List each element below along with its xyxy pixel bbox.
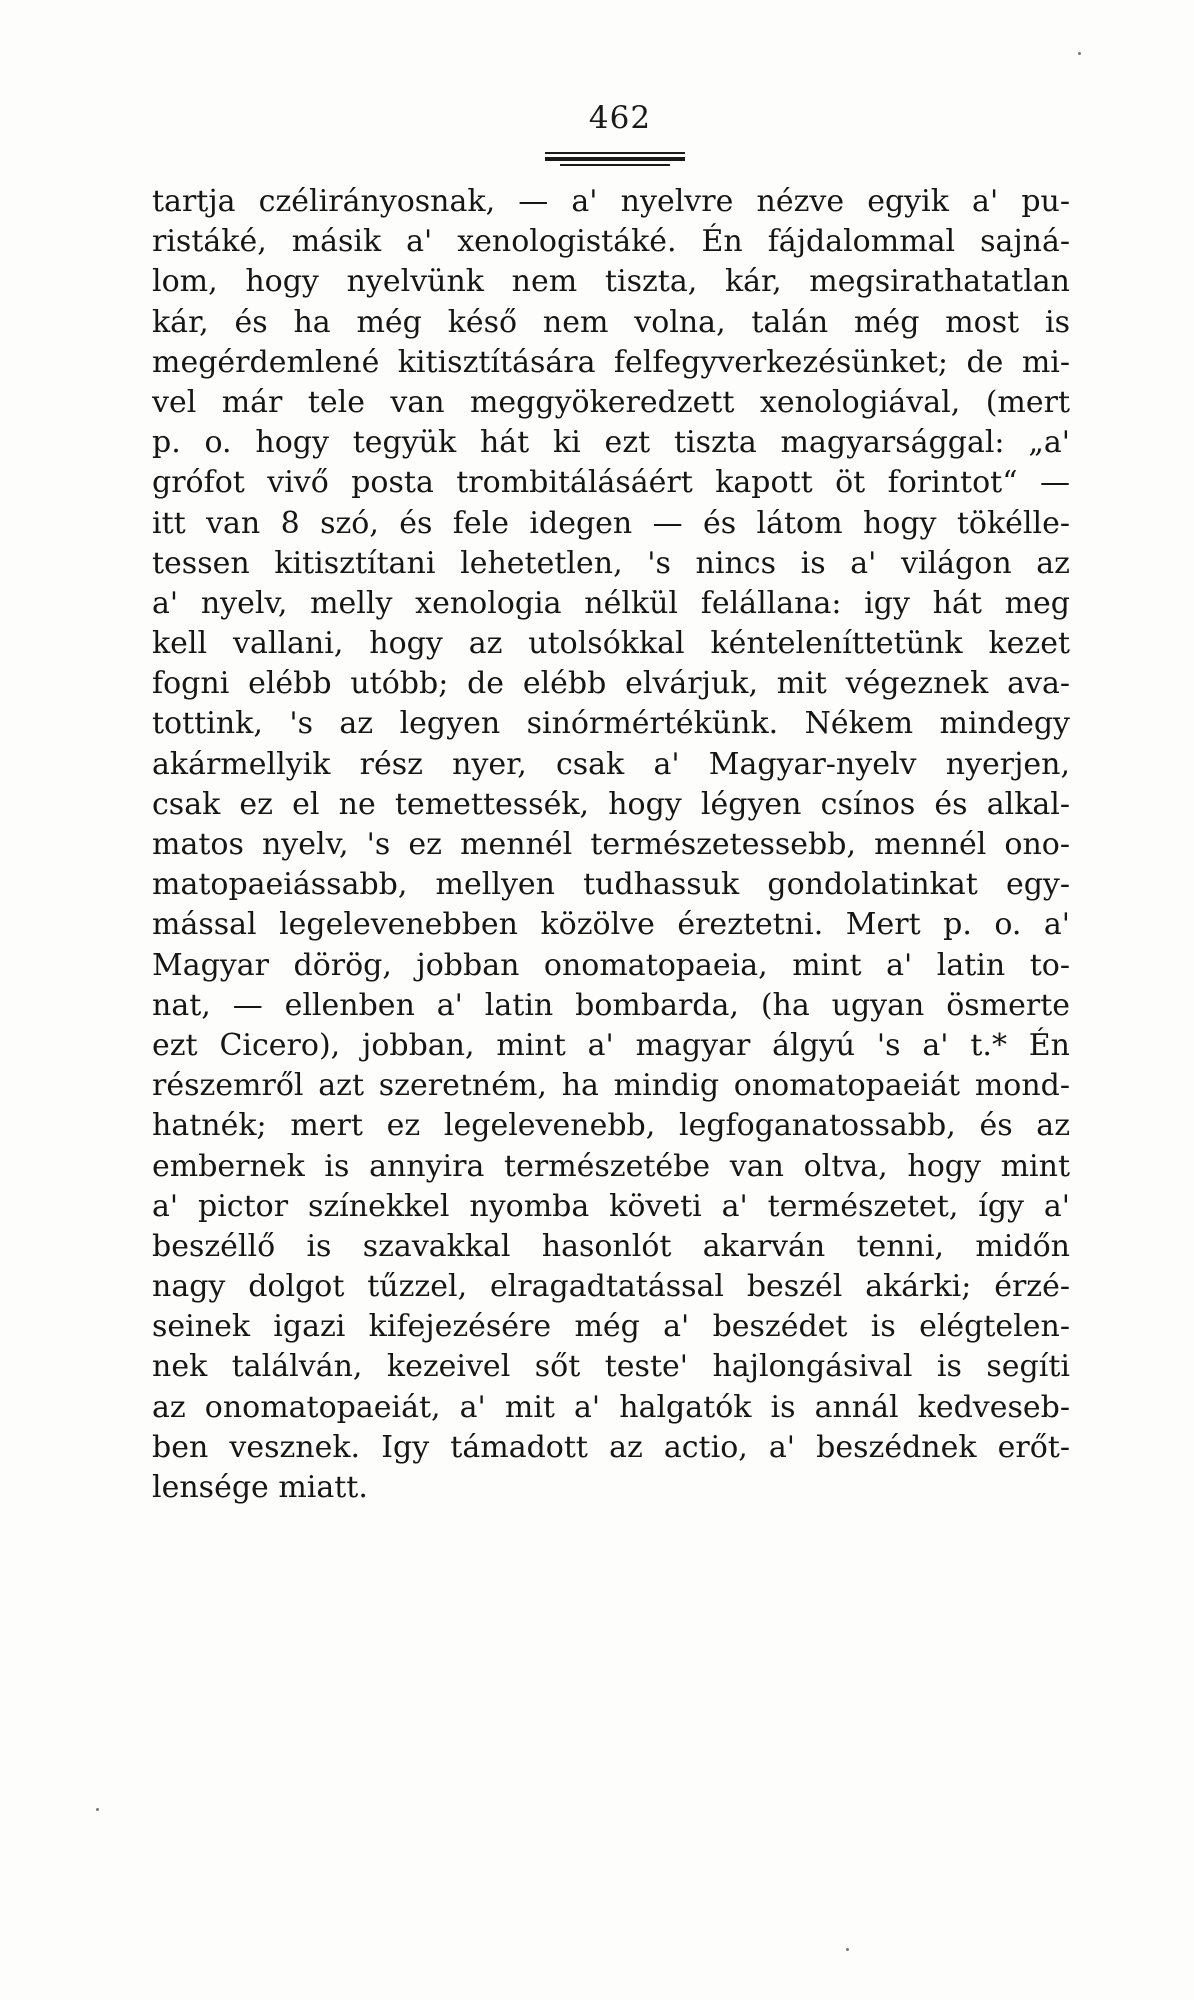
text-line: embernek is annyira természetébe van oltva, hogy mint	[152, 1148, 1070, 1184]
paper-speck	[96, 1808, 99, 1811]
text-line: nek találván, kezeivel sőt teste' hajlongásival is segíti	[152, 1349, 1070, 1385]
text-line: ezt Cicero), jobban, mint a' magyar álgyú 's a' t.* Én	[152, 1027, 1070, 1063]
text-line: az onomatopaeiát, a' mit a' halgatók is annál kedveseb-	[152, 1389, 1070, 1425]
text-line: nat, — ellenben a' latin bombarda, (ha ugyan ösmerte	[152, 987, 1070, 1023]
text-line: a' pictor színekkel nyomba követi a' természetet, így a'	[152, 1188, 1070, 1224]
text-line: ristáké, másik a' xenologistáké. Én fájdalommal sajná-	[152, 224, 1070, 260]
text-line: hatnék; mert ez legelevenebb, legfoganatossabb, és az	[152, 1108, 1070, 1144]
text-line: beszéllő is szavakkal hasonlót akarván tenni, midőn	[152, 1228, 1070, 1264]
text-line: vel már tele van meggyökeredzett xenologiával, (mert	[152, 384, 1070, 420]
text-line: tottink, 's az legyen sinórmértékünk. Nékem mindegy	[152, 706, 1070, 742]
text-line: csak ez el ne temettessék, hogy légyen csínos és alkal-	[152, 786, 1070, 822]
paper-speck	[1078, 52, 1081, 55]
text-line: Magyar dörög, jobban onomatopaeia, mint a' latin to-	[152, 947, 1070, 983]
text-line: akármellyik rész nyer, csak a' Magyar-nyelv nyerjen,	[152, 746, 1070, 782]
header-rule-top	[545, 152, 685, 154]
text-line: p. o. hogy tegyük hát ki ezt tiszta magyarsággal: „a'	[152, 425, 1070, 461]
text-line: matopaeiássabb, mellyen tudhassuk gondolatinkat egy-	[152, 867, 1070, 903]
text-line: fogni elébb utóbb; de elébb elvárjuk, mit végeznek ava-	[152, 666, 1070, 702]
text-line: megérdemlené kitisztítására felfegyverkezésünket; de mi-	[152, 344, 1070, 380]
text-line: ben vesznek. Igy támadott az actio, a' beszédnek erőt-	[152, 1429, 1070, 1465]
text-line: itt van 8 szó, és fele idegen — és látom hogy tökélle-	[152, 505, 1070, 541]
body-text	[152, 182, 1070, 1508]
text-line-last: lensége miatt.	[152, 1470, 368, 1505]
text-line: kell vallani, hogy az utolsókkal kénteleníttetünk kezet	[152, 626, 1070, 662]
text-line: lom, hogy nyelvünk nem tiszta, kár, megsirathatatlan	[152, 264, 1070, 300]
paper-speck	[846, 1948, 849, 1951]
text-line: kár, és ha még késő nem volna, talán még most is	[152, 304, 1070, 340]
text-line: tartja czélirányosnak, — a' nyelvre nézve egyik a' pu-	[152, 184, 1070, 219]
text-line: tessen kitisztítani lehetetlen, 's nincs is a' világon az	[152, 545, 1070, 581]
header-rule-thick	[545, 157, 685, 161]
text-line: a' nyelv, melly xenologia nélkül felállana: igy hát meg	[152, 585, 1070, 621]
text-line: részemről azt szeretném, ha mindig onomatopaeiát mond-	[152, 1068, 1070, 1104]
text-line: seinek igazi kifejezésére még a' beszédet is elégtelen-	[152, 1309, 1070, 1345]
header-rule-bottom	[560, 164, 670, 166]
text-line: grófot vivő posta trombitálásáért kapott öt forintot“ —	[152, 465, 1070, 501]
page-number: 462	[588, 100, 652, 136]
text-line: nagy dolgot tűzzel, elragadtatással beszél akárki; érzé-	[152, 1269, 1070, 1305]
text-line: mással legelevenebben közölve éreztetni. Mert p. o. a'	[152, 907, 1070, 943]
text-line: matos nyelv, 's ez mennél természetessebb, mennél ono-	[152, 827, 1070, 862]
